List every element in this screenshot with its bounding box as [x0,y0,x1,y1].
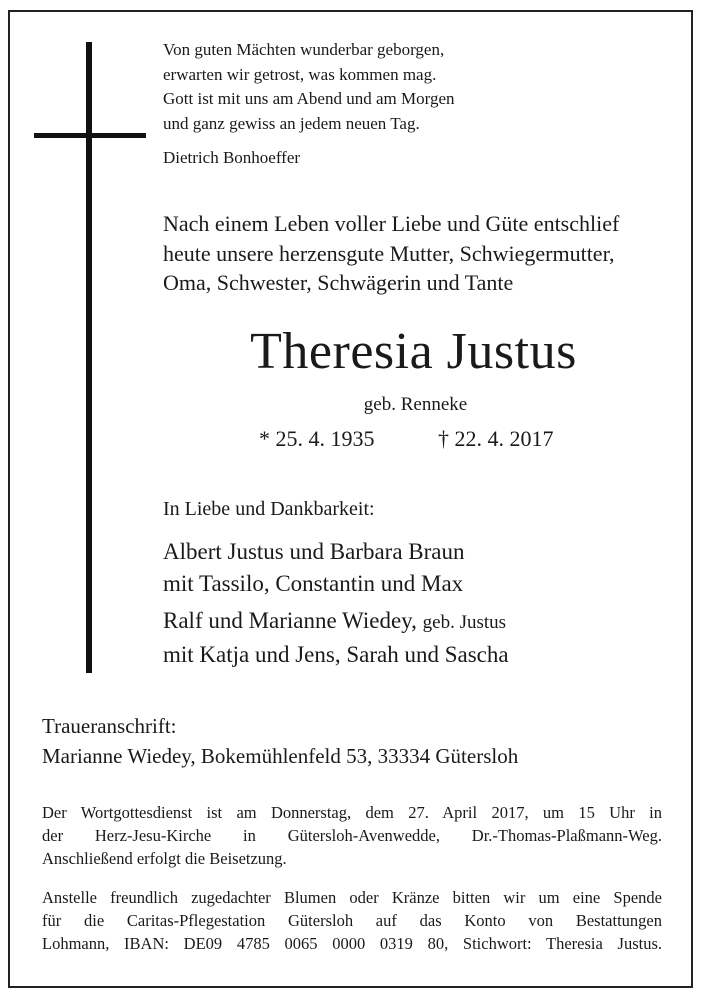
verse-line: Gott ist mit uns am Abend und am Morgen [163,89,455,108]
intro-line: Nach einem Leben voller Liebe und Güte entschlief [163,211,620,236]
verse-line: und ganz gewiss an jedem neuen Tag. [163,113,420,133]
cross-icon-horizontal-beam [34,133,146,138]
deceased-born-name: geb. Renneke [363,394,468,415]
mourner-line: mit Tassilo, Constantin und Max [163,570,464,596]
service-line: Anschließend erfolgt die Beisetzung. [42,848,287,868]
service-info [42,802,662,870]
donation-line: Lohmann, IBAN: DE09 4785 0065 0000 0319 80, Stichwort: Theresia Justus. [42,933,662,953]
mourner-line: mit Katja und Jens, Sarah und Sascha [163,641,509,667]
mourning-address [42,711,518,771]
verse-line: Von guten Mächten wunderbar geborgen, [163,40,445,59]
service-line: der Herz-Jesu-Kirche in Gütersloh-Avenwedde, Dr.-Thomas-Plaßmann-Weg. [42,825,662,845]
life-dates [259,424,554,454]
mourner-names: Ralf und Marianne Wiedey, [163,608,417,633]
address-label: Traueranschrift: [42,714,177,738]
donation-line: Anstelle freundlich zugedachter Blumen oder Kränze bitten wir um eine Spende [42,888,662,907]
mourners-list [163,536,509,676]
mourners-heading: In Liebe und Dankbarkeit: [163,498,375,520]
intro-line: heute unsere herzensgute Mutter, Schwiegermutter, [163,240,615,266]
bonhoeffer-verse [163,38,455,136]
mourner-line [163,536,509,568]
mourner-group [163,605,509,670]
intro-line: Oma, Schwester, Schwägerin und Tante [163,270,514,295]
mourner-line [163,605,509,639]
mourner-names: Albert Justus und Barbara Braun [163,539,465,564]
mourner-group [163,536,509,599]
intro-text [163,209,619,298]
birth-date: * 25. 4. 1935 [259,426,375,451]
service-line: Der Wortgottesdienst ist am Donnerstag, dem 27. April 2017, um 15 Uhr in [42,803,662,822]
donation-line: für die Caritas-Pflegestation Gütersloh auf das Konto von Bestattungen [42,910,662,930]
deceased-name: Theresia Justus [250,323,577,380]
donation-info [42,887,662,955]
verse-author: Dietrich Bonhoeffer [163,148,301,167]
verse-line: erwarten wir getrost, was kommen mag. [163,64,437,84]
address-value: Marianne Wiedey, Bokemühlenfeld 53, 33334 Gütersloh [42,744,519,768]
mourner-born-name: geb. Justus [422,612,507,633]
death-date: † 22. 4. 2017 [438,426,554,451]
